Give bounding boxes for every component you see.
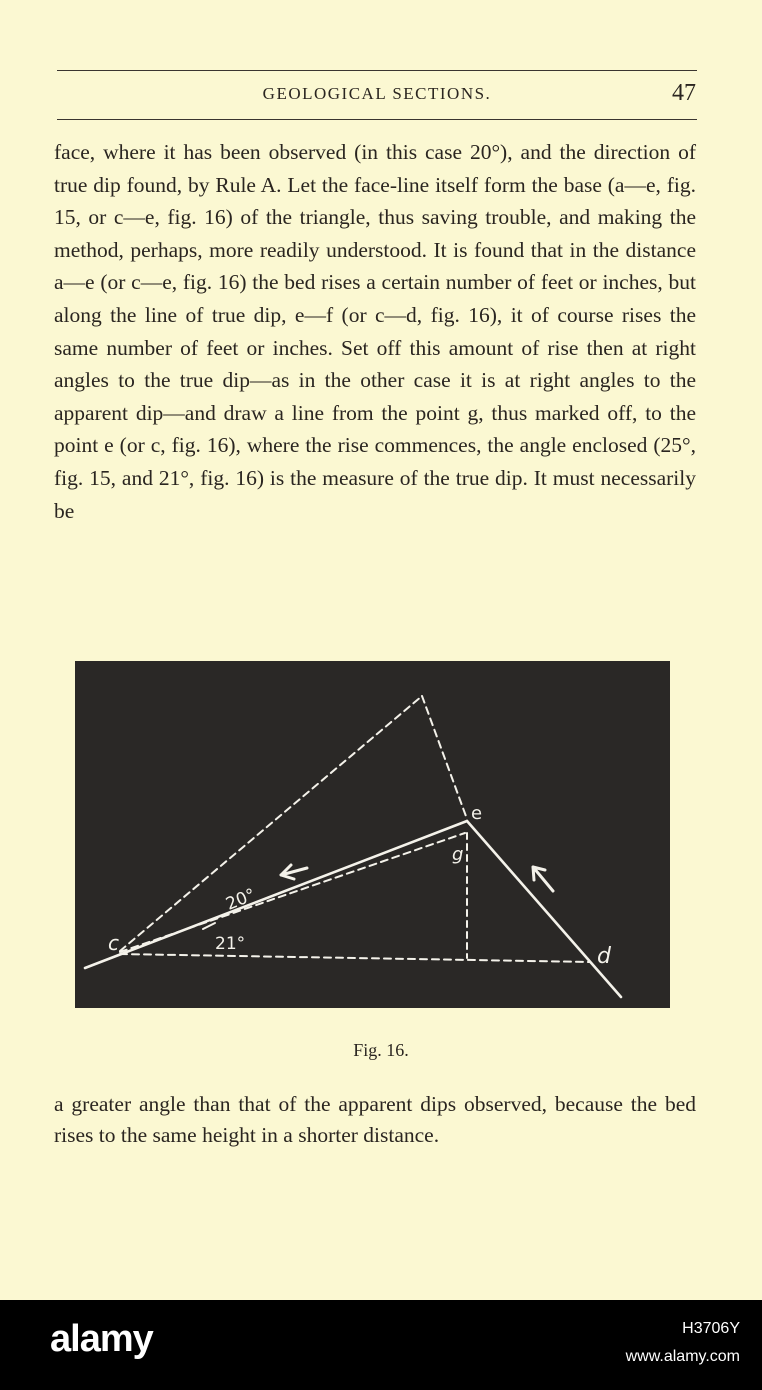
body-paragraph: a greater angle than that of the apparent dips observed, because the bed rises to the same height in a shorter distance. bbox=[54, 1092, 696, 1147]
geometry-diagram bbox=[75, 661, 670, 1008]
brand-logo: alamy bbox=[50, 1318, 153, 1360]
label-c: c bbox=[108, 931, 119, 955]
label-g: g bbox=[452, 844, 464, 865]
image-id-text: H3706Y bbox=[682, 1320, 740, 1337]
line-c-g bbox=[120, 833, 465, 952]
line-c-e bbox=[85, 821, 467, 968]
header-rule-top bbox=[57, 70, 697, 71]
arrow-dip-direction-icon bbox=[533, 867, 553, 891]
figure-caption: Fig. 16. bbox=[353, 1040, 409, 1060]
label-angle-21: 21° bbox=[215, 934, 246, 954]
page-number: 47 bbox=[672, 80, 696, 106]
header-rule-bottom bbox=[57, 119, 697, 120]
arc-20 bbox=[203, 923, 215, 929]
line-c-apex bbox=[120, 696, 422, 951]
label-angle-20: 20° bbox=[223, 884, 259, 915]
running-head: GEOLOGICAL SECTIONS. bbox=[262, 84, 492, 103]
figure-16-diagram bbox=[75, 661, 670, 1008]
watermark-bar bbox=[0, 1300, 762, 1390]
body-paragraph: face, where it has been observed (in this case 20°), and the direction of true dip found, by Rule A. Let the face-line itself form the base (a—e, fig. 15, or c—e, fig. 16) of the triangle, thus saving trouble, and making the method, perhaps, more readily understood. It is found that in the distance a—e (or c—e, fig. 16) the bed rises a certain number of feet or inches, but along the line of true dip, e—f (or c—d, fig. 16), it of course rises the same number of feet or inches. Set off this amount of rise then at right angles to the true dip—as in the other case it is at right angles to the apparent dip—and draw a line from the point g, thus marked off, to the point e (or c, fig. 16), where the rise commences, the angle enclosed (25°, fig. 15, and 21°, fig. 16) is the measure of the true dip. It must necessarily be bbox=[54, 140, 696, 523]
label-e: e bbox=[471, 803, 483, 824]
line-e-d-extended bbox=[467, 821, 621, 997]
arrow-up-slope-icon bbox=[281, 865, 307, 879]
label-d: d bbox=[597, 944, 611, 969]
url-text: www.alamy.com bbox=[625, 1348, 740, 1365]
line-c-d bbox=[120, 954, 590, 962]
line-apex-e bbox=[422, 696, 467, 819]
